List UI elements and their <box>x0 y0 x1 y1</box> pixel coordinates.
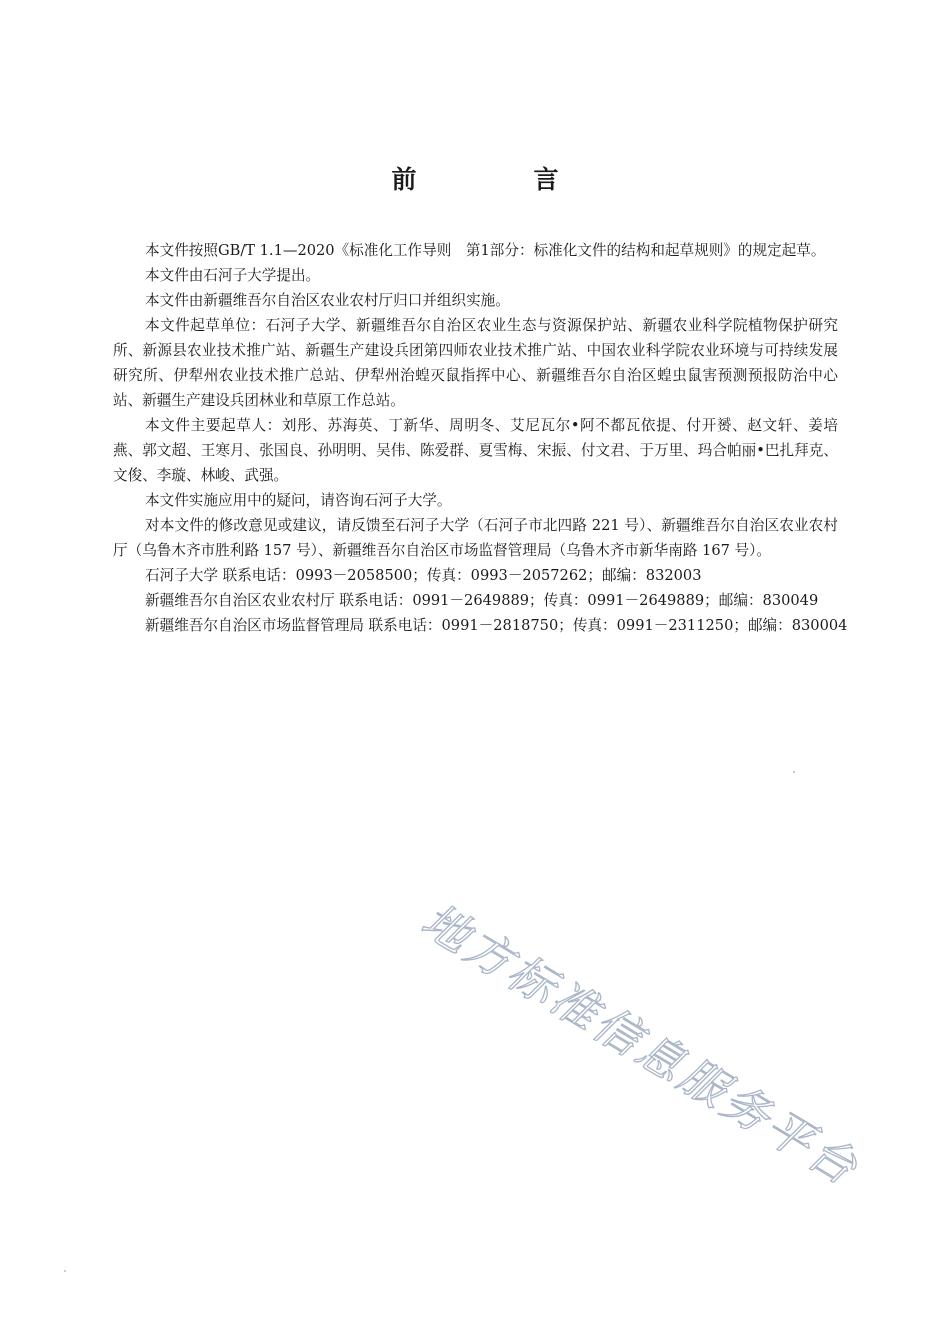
scan-speck <box>64 1270 66 1272</box>
paragraph-administrator: 本文件由新疆维吾尔自治区农业农村厅归口并组织实施。 <box>145 292 510 309</box>
paragraph-feedback: 对本文件的修改意见或建议，请反馈至石河子大学（石河子市北四路 221 号）、新疆维吾尔自治区农业农村厅（乌鲁木齐市胜利路 157 号）、新疆维吾尔自治区市场监督管理局（乌鲁木齐市新华南路 167 号）。 <box>113 517 838 559</box>
page-title: 前 言 <box>391 165 605 194</box>
paragraph-drafters: 本文件主要起草人：刘彤、苏海英、丁新华、周明冬、艾尼瓦尔•阿不都瓦依提、付开赟、赵文轩、姜培燕、郭文超、王寒月、张国良、孙明明、吴伟、陈爱群、夏雪梅、宋振、付文君、于万里、玛合帕丽•巴扎拜克、文俊、李璇、林峻、武强。 <box>113 417 838 484</box>
watermark-text: 地方标准信息服务平台 <box>412 892 869 1197</box>
paragraph-drafting-rules: 本文件按照GB/T 1.1—2020《标准化工作导则 第1部分：标准化文件的结构和起草规则》的规定起草。 <box>145 242 826 259</box>
contact-line-agriculture-department: 新疆维吾尔自治区农业农村厅 联系电话：0991－2649889；传真：0991－2649889；邮编：830049 <box>145 592 819 609</box>
paragraph-drafting-units: 本文件起草单位：石河子大学、新疆维吾尔自治区农业生态与资源保护站、新疆农业科学院植物保护研究所、新源县农业技术推广站、新疆生产建设兵团第四师农业技术推广站、中国农业科学院农业环境与可持续发展研究所、伊犁州农业技术推广总站、伊犁州治蝗灭鼠指挥中心、新疆维吾尔自治区蝗虫鼠害预测预报防治中心站、新疆生产建设兵团林业和草原工作总站。 <box>113 317 838 409</box>
paragraph-inquiries: 本文件实施应用中的疑问，请咨询石河子大学。 <box>145 492 452 509</box>
contact-line-shihezi-university: 石河子大学 联系电话：0993－2058500；传真：0993－2057262；邮编：832003 <box>145 567 702 584</box>
scan-speck <box>793 771 795 773</box>
contact-line-market-supervision: 新疆维吾尔自治区市场监督管理局 联系电话：0991－2818750；传真：0991－2311250；邮编：830004 <box>145 617 848 634</box>
foreword-body <box>113 238 848 638</box>
paragraph-proposer: 本文件由石河子大学提出。 <box>145 267 321 284</box>
